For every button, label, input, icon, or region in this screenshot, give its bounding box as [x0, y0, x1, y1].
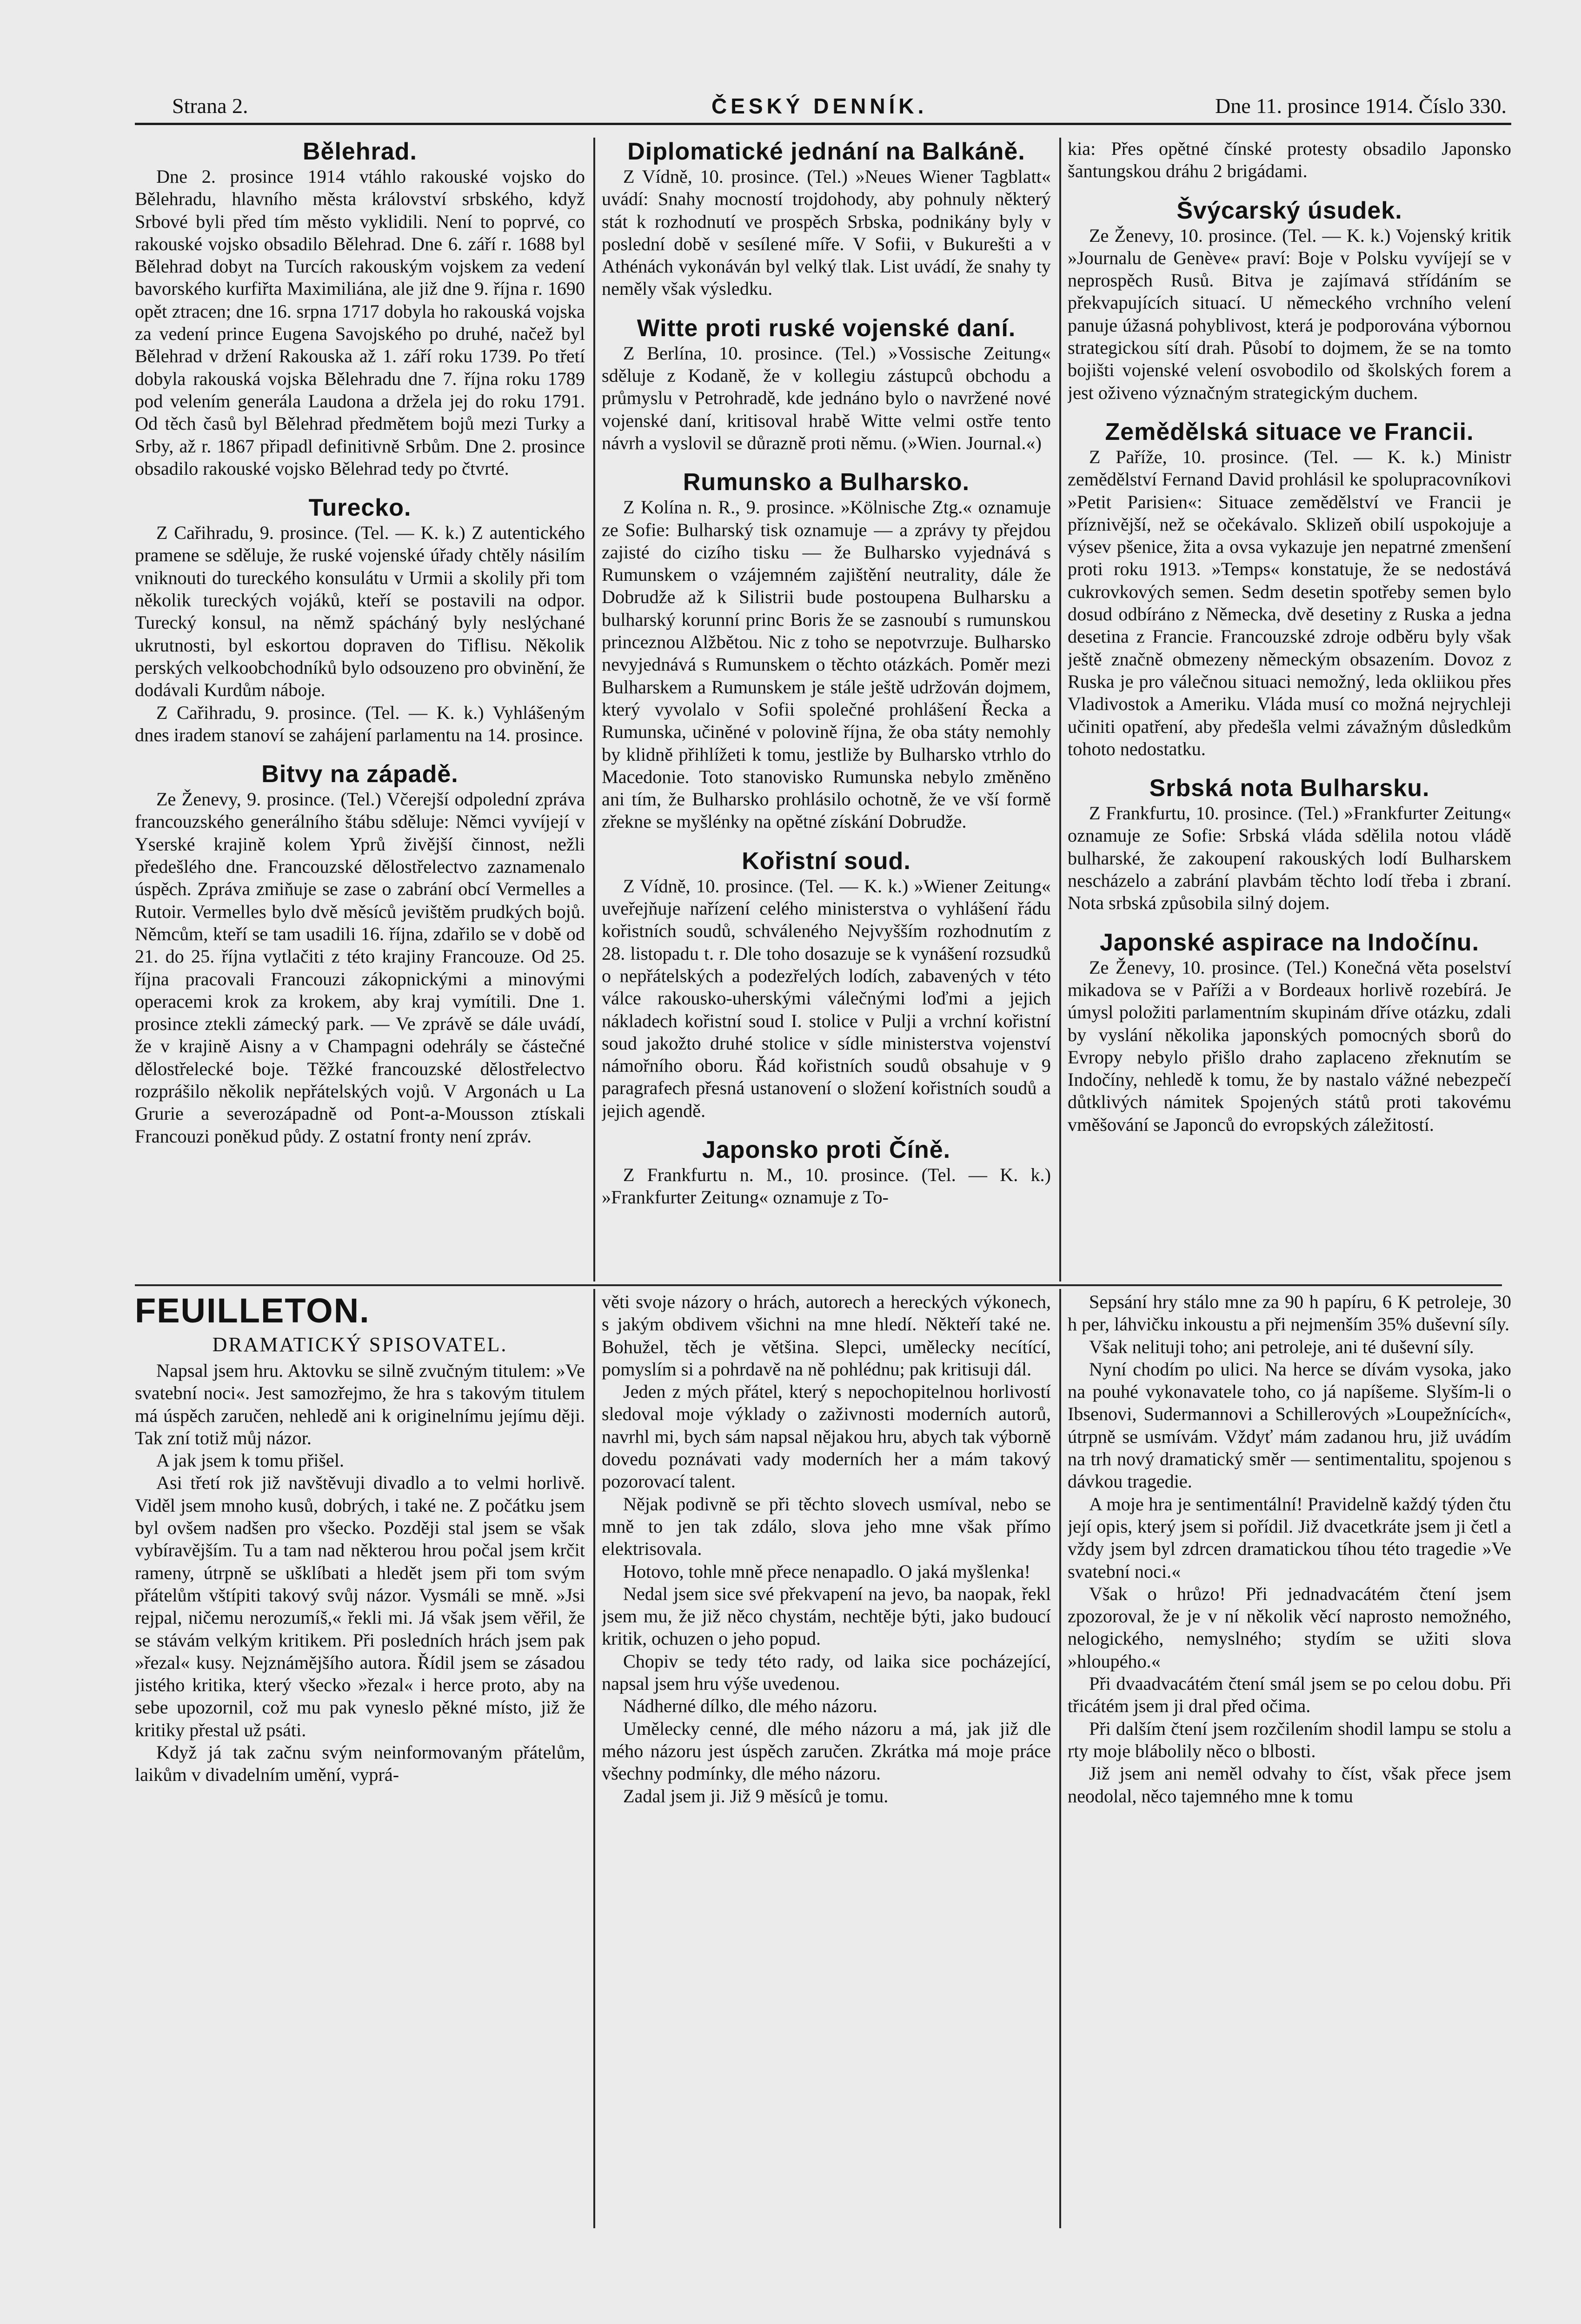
masthead-title: ČESKÝ DENNÍK.: [711, 94, 928, 118]
headline-japonske-aspirace: Japonské aspirace na Indočínu.: [1099, 929, 1480, 956]
article-belehrad: [135, 138, 585, 480]
feuilleton-paragraph: Sepsání hry stálo mne za 90 h papíru, 6 K petroleje, 30 h per, láhvičku inkoustu a při nejmenším 35% duševní síly.: [1068, 1291, 1511, 1335]
column-3: [1068, 138, 1511, 1278]
article-text: Dne 2. prosince 1914 vtáhlo rakouské vojsko do Bělehradu, hlavního města království srbského, když Srbové byli před tím město vyklidili. Není to poprvé, co rakouské vojsko obsadilo Bělehrad. Dne 6. září r. 1688 byl Bělehrad dobyt na Turcích rakouským vojskem za vedení bavorského kurfiřta Maximiliána, ale již dne 9. října r. 1690 opět ztracen; dne 16. srpna 1717 dobyla ho rakouská vojska za vedení prince Eugena Savojského po druhé, načež byl Bělehrad v držení Rakouska až 1. září roku 1739. Po třetí dobyla rakouská vojska Bělehradu dne 7. října roku 1789 pod velením generála Laudona a držela jej do roku 1791. Od těch časů byl Bělehrad předmětem bojů mezi Turky a Srby, až r. 1867 připadl definitivně Srbům. Dne 2. prosince obsadilo rakouské vojsko Bělehrad tedy po čtvrté.: [135, 166, 585, 479]
headline-japonsko: Japonsko proti Číně.: [702, 1136, 951, 1163]
feuilleton-paragraph: Však nelituji toho; ani petroleje, ani té duševní síly.: [1089, 1336, 1474, 1357]
feuilleton-divider-1: [593, 1289, 595, 2228]
headline-diplomaticke: Diplomatické jednání na Balkáně.: [627, 138, 1025, 165]
article-text: Z Vídně, 10. prosince. (Tel.) »Neues Wiener Tagblatt« uvádí: Snahy mocností trojdohody, aby pohnuly některý stát k rozhodnutí ve prospěch Srbska, podnikány byly v poslední době v sesílené míře. V Sofii, v Bukurešti a v Athénách vykonáván byl velký tlak. List uvádí, že snahy ty neměly však výsledku.: [602, 166, 1051, 299]
feuilleton-paragraph: Nyní chodím po ulici. Na herce se dívám vysoka, jako na pouhé vykonavatele toho, co já napíšeme. Slyším-li o Ibsenovi, Sudermannovi a Schillerových »Loupežnících«, útrpně se usmívám. Vždyť mám zadanou hru, již uvádím na trh nový dramatický směr — sentimentalitu, spojenou s dávkou tragedie.: [1068, 1358, 1511, 1492]
feuilleton-subtitle: DRAMATICKÝ SPISOVATEL.: [212, 1333, 508, 1356]
headline-zemedelska: Zemědělská situace ve Francii.: [1105, 418, 1474, 445]
feuilleton-paragraph: A moje hra je sentimentální! Pravidelně každý týden čtu její opis, který jsem si pořídil. Již dvacetkráte jsem ji četl a vždy jsem byl zdrcen dramatickou tíhou této tragedie »Ve svatební noci.«: [1068, 1493, 1511, 1582]
article-text: Z Berlína, 10. prosince. (Tel.) »Vossische Zeitung« sděluje z Kodaně, že v kollegiu zástupců obchodu a průmyslu v Petrohradě, kde jednáno bylo o navržené nové vojenské daní, kritisoval hrabě Witte velmi ostře tento návrh a vyslovil se důrazně proti němu. (»Wien. Journal.«): [602, 342, 1051, 453]
article-text: Ze Ženevy, 10. prosince. (Tel. — K. k.) Vojenský kritik »Journalu de Genève« praví: Boje v Polsku vyvíjejí se v neprospěch Rusů. Bitva je zajímavá střídáním se překvapujících situací. U německého vrchního velení panuje úžasná pohyblivost, která je podporována výbornou strategickou sítí drah. Působí to dojmem, že se na tomto bojišti vojenské velení osvobodilo od školských forem a jest oživeno význačným strategickým duchem.: [1068, 225, 1511, 403]
headline-rumunsko: Rumunsko a Bulharsko.: [683, 469, 970, 496]
feuilleton-column-1: [135, 1291, 585, 2226]
column-divider-1: [593, 138, 595, 1282]
article-srbska-nota: [1068, 774, 1511, 914]
feuilleton-paragraph: Chopiv se tedy této rady, od laika sice pocházející, napsal jsem hru výše uvedenou.: [602, 1650, 1051, 1694]
feuilleton-paragraph: Však o hrůzo! Při jednadvacátém čtení jsem zpozoroval, že je v ní několik věcí naprosto nemožného, nelogického, nemyslného; stydím se užiti slova »hloupého.«: [1068, 1583, 1511, 1672]
feuilleton-paragraph: věti svoje názory o hrách, autorech a hereckých výkonech, s jakým obdivem všichni na mne hledí. Někteří také ne. Bohužel, těch je většina. Slepci, umělecky necítící, pomyslím si a pohrdavě na ně pohlédnu; pak kritisuji dál.: [602, 1291, 1051, 1380]
headline-belehrad: Bělehrad.: [303, 138, 417, 165]
feuilleton-paragraph: Když já tak začnu svým neinformovaným přátelům, laikům v divadelním umění, vyprá-: [135, 1742, 585, 1786]
article-bitvy: [135, 760, 585, 1148]
feuilleton-column-2: [602, 1291, 1051, 2226]
page-number: Strana 2.: [172, 94, 248, 118]
feuilleton-paragraph: Asi třetí rok již navštěvuji divadlo a to velmi horlivě. Viděl jsem mnoho kusů, dobrých, i také ne. Z počátku jsem byl ovšem nadšen pro všecko. Později stal jsem se však vybíravějším. Tu a tam nad některou hrou počal jsem krčit rameny, útrpně se ušklíbati a hledět jsem při tom svým přátelům vštípiti takový svůj názor. Vysmáli se mně. »Jsi rejpal, ničemu nerozumíš,« řekli mi. Já však jsem věřil, že se stávám velkým kritikem. Při posledních hrách jsem pak »řezal« kusy. Nejznámějšího autora. Řídil jsem se zásadou jistého kritika, který všecko »řezal« i herce proto, aby na sebe upozornil, což mu pak vyneslo pěkné místo, již že kritiky přestal už psáti.: [135, 1472, 585, 1740]
header-rule: [135, 123, 1511, 125]
article-text: Z Cařihradu, 9. prosince. (Tel. — K. k.) Z autentického pramene se sděluje, že ruské vojenské úřady chtěly násilím vniknouti do tureckého konsulátu v Urmii a skolily při tom několik tureckých vojáků, kteří se postavili na odpor. Turecký konsul, na němž spácháný byly neslýchané ukrutnosti, byl eskortou dopraven do Tiflisu. Několik perských velkoobchodníků bylo odsouzeno pro obvinění, že dodávali Kurdům náboje.: [135, 522, 585, 701]
article-text: Z Cařihradu, 9. prosince. (Tel. — K. k.) Vyhlášeným dnes iradem stanoví se zahájení parlamentu na 14. prosince.: [135, 702, 585, 745]
feuilleton-paragraph: Zadal jsem ji. Již 9 měsíců je tomu.: [623, 1785, 889, 1806]
article-diplomaticke: [602, 138, 1051, 300]
article-witte: [602, 314, 1051, 454]
feuilleton-paragraph: Při dvaadvacátém čtení smál jsem se po celou dobu. Při třicátém jsem ji dral před očima.: [1068, 1673, 1511, 1717]
headline-witte: Witte proti ruské vojenské daní.: [637, 314, 1016, 342]
feuilleton-divider-2: [1059, 1289, 1061, 2228]
feuilleton-paragraph: Jeden z mých přátel, který s nepochopitelnou horlivostí sledoval moje výklady o zaživnosti moderních autorů, navrhl mi, bych sám napsal nějakou hru, abych tak výborně dovedu poznávati vady moderních her a mám takový pozorovací talent.: [602, 1381, 1051, 1492]
date-and-issue: Dne 11. prosince 1914. Číslo 330.: [1215, 94, 1507, 118]
article-text: Ze Ženevy, 10. prosince. (Tel.) Konečná věta poselství mikadova se v Paříži a v Bordeaux horlivě rozebírá. Je úmysl položiti parlamentním skupinám dříve otázku, zdali by vyslání několika japonských pomocných sborů do Evropy nebylo přišlo draho zaplaceno zřeknutím se Indočíny, nehledě k tomu, že by nastalo vážné nebezpečí důtklivých námitek Spojených států proti takovému vměšování se Japonců do evropských záležitostí.: [1068, 956, 1511, 1135]
feuilleton-paragraph: Nádherné dílko, dle mého názoru.: [623, 1695, 877, 1717]
article-svycarsky: [1068, 197, 1511, 404]
feuilleton-paragraph: Hotovo, tohle mně přece nenapadlo. O jaká myšlenka!: [623, 1560, 1031, 1582]
article-text: Z Paříže, 10. prosince. (Tel. — K. k.) Ministr zemědělství Fernand David prohlásil ke spolupracovníkovi »Petit Parisien«: Situace zemědělství ve Francii je příznivější, než se očekávalo. Sklizeň obilí uspokojuje a výsev pšenice, žita a ovsa vykazuje jen nepatrné zmenšení proti roku 1913. »Temps« konstatuje, že se nedostává cukrovkových semen. Sedm desetin spotřeby semen bylo dosud odbíráno z Německa, dvě desetiny z Ruska a jedna desetina z Francie. Francouzské zdroje odběru byly však ještě značně obmezeny německým obsazením. Dovoz z Ruska je pro válečnou situaci nemožný, leda okliikou přes Vladivostok a Ameriku. Vláda musí co možná nejrychleji učiniti opatření, aby předešla velmi závažným důsledkům tohoto nedostatku.: [1068, 446, 1511, 759]
headline-bitvy: Bitvy na západě.: [261, 761, 458, 788]
article-japonsko: [602, 1136, 1051, 1209]
feuilleton-paragraph: Při dalším čtení jsem rozčilením shodil lampu se stolu a rty moje blábolily něco o blbosti.: [1068, 1718, 1511, 1761]
article-rumunsko: [602, 468, 1051, 833]
page-header: [135, 92, 1511, 122]
column-divider-2: [1059, 138, 1061, 1282]
article-text: Z Kolína n. R., 9. prosince. »Kölnische Ztg.« oznamuje ze Sofie: Bulharský tisk oznamuje — a zprávy ty přejdou zajisté do cizího tisku — že Bulharsko vyjednává s Rumunskem o vzájemném zajištění neutrality, dále že Dobrudže až k Silistrii bude postoupena Bulharsku a bulharský korunní princ Boris že se zasnoubí s rumunskou princeznou Alžbětou. Nic z toho se nepotvrzuje. Bulharsko nevyjednává s Rumunskem o těchto otázkách. Poměr mezi Bulharskem a Rumunskem je stále ještě udržován dojmem, který vyvolalo v Sofii společné prohlášení Řecka a Rumunska, učiněné v polovině října, že oba státy nemohly by klidně přihlížeti k tomu, jestliže by Bulharsko vtrhlo do Macedonie. Toto stanovisko Rumunska nebylo změněno ani tím, že Bulharsko prohlásilo ochotně, že ve vší formě zřekne se myšlénky na opětné získání Dobrudže.: [602, 497, 1051, 832]
article-zemedelska: [1068, 418, 1511, 760]
feuilleton-paragraph: Nedal jsem sice své překvapení na jevo, ba naopak, řekl jsem mu, že již něco chystám, nechtěje býti, jako budoucí kritik, ochuzen o jeho popud.: [602, 1583, 1051, 1649]
column-1: [135, 138, 585, 1278]
feuilleton-rule: [135, 1284, 1502, 1286]
headline-koristni-soud: Kořistní soud.: [742, 847, 911, 875]
article-japonske-aspirace: [1068, 929, 1511, 1136]
feuilleton-heading: FEUILLETON.: [135, 1291, 370, 1330]
feuilleton-column-3: [1068, 1291, 1511, 2226]
article-koristni-soud: [602, 847, 1051, 1122]
article-text: Z Frankfurtu, 10. prosince. (Tel.) »Frankfurter Zeitung« oznamuje ze Sofie: Srbská vláda sdělila notou vládě bulharské, že zakoupení rakouských lodí Bulharskem nescházelo a zabrání plavbám těchto lodí třeba i zbraní. Nota srbská způsobila silný dojem.: [1068, 803, 1511, 914]
feuilleton-paragraph: Již jsem ani neměl odvahy to číst, však přece jsem neodolal, něco tajemného mne k tomu: [1068, 1763, 1511, 1806]
headline-svycarsky: Švýcarský úsudek.: [1176, 197, 1402, 224]
article-text: Z Frankfurtu n. M., 10. prosince. (Tel. — K. k.) »Frankfurter Zeitung« oznamuje z To-: [602, 1164, 1051, 1208]
headline-srbska-nota: Srbská nota Bulharsku.: [1149, 775, 1430, 802]
article-text: Z Vídně, 10. prosince. (Tel. — K. k.) »Wiener Zeitung« uveřejňuje nařízení celého ministerstva o vyhlášení řádu kořistních soudů, schváleného Nejvyšším rozhodnutím z 28. listopadu t. r. Dle toho dosazuje se k vynášení rozsudků o nepřátelských a podezřelých lodích, zabavených v této válce rakousko-uherskými válečnými loďmi a jejich nákladech kořistní soud I. stolice v Pulji a vrchní kořistní soud jakožto druhé stolice v sídle ministerstva vojenství námořního oboru. Řád kořistních soudů obsahuje v 9 paragrafech přesná ustanovení o složení kořistních soudů a jejich agendě.: [602, 875, 1051, 1121]
feuilleton-paragraph: Nějak podivně se při těchto slovech usmíval, nebo se mně to jen tak zdálo, slova jeho mne však přímo elektrisovala.: [602, 1493, 1051, 1560]
feuilleton-paragraph: Napsal jsem hru. Aktovku se silně zvučným titulem: »Ve svatební noci«. Jest samozřejmo, že hra s takovým titulem má úspěch zaručen, nehledě ani k originelnímu jejímu ději. Tak zní totiž můj názor.: [135, 1360, 585, 1448]
article-text: Ze Ženevy, 9. prosince. (Tel.) Včerejší odpolední zpráva francouzského generálního štábu sděluje: Němci vyvíjejí v Yserské krajině kolem Yprů živější činnost, nežli předešlého dne. Francouzské dělostřelectvo zaznamenalo úspěch. Zpráva zmiňuje se zase o zabrání obcí Vermelles a Rutoir. Vermelles bylo dvě měsíců jevištěm prudkých bojů. Němcům, kteří se tam usadili 16. října, zdařilo se v době od 21. do 25. října vytlačiti z této krajiny Francouze. Od 25. října pracovali Francouzi zákopnickými a minovými operacemi krok za krokem, aby kraj vymítili. Dne 1. prosince ztekli zámecký park. — Ve zprávě se dále uvádí, že v krajině Aisny a v Champagni odehrály se částečné dělostřelecké boje. Těžké francouzské dělostřelectvo rozprášilo několik nepřátelských vojů. V Argonách u La Grurie a severozápadně od Pont-a-Mousson ztískali Francouzi poněkud půdy. Z ostatní fronty není zpráv.: [135, 789, 585, 1147]
feuilleton-paragraph: Umělecky cenné, dle mého názoru a má, jak již dle mého názoru jest úspěch zaručen. Zkrátka má moje práce všechny podmínky, dle mého názoru.: [602, 1718, 1051, 1784]
article-text-continued: kia: Přes opětné čínské protesty obsadilo Japonsko šantungskou dráhu 2 brigádami.: [1068, 138, 1511, 182]
column-2: [602, 138, 1051, 1278]
feuilleton-paragraph: A jak jsem k tomu přišel.: [156, 1450, 345, 1471]
article-turecko: [135, 494, 585, 746]
headline-turecko: Turecko.: [308, 494, 412, 522]
